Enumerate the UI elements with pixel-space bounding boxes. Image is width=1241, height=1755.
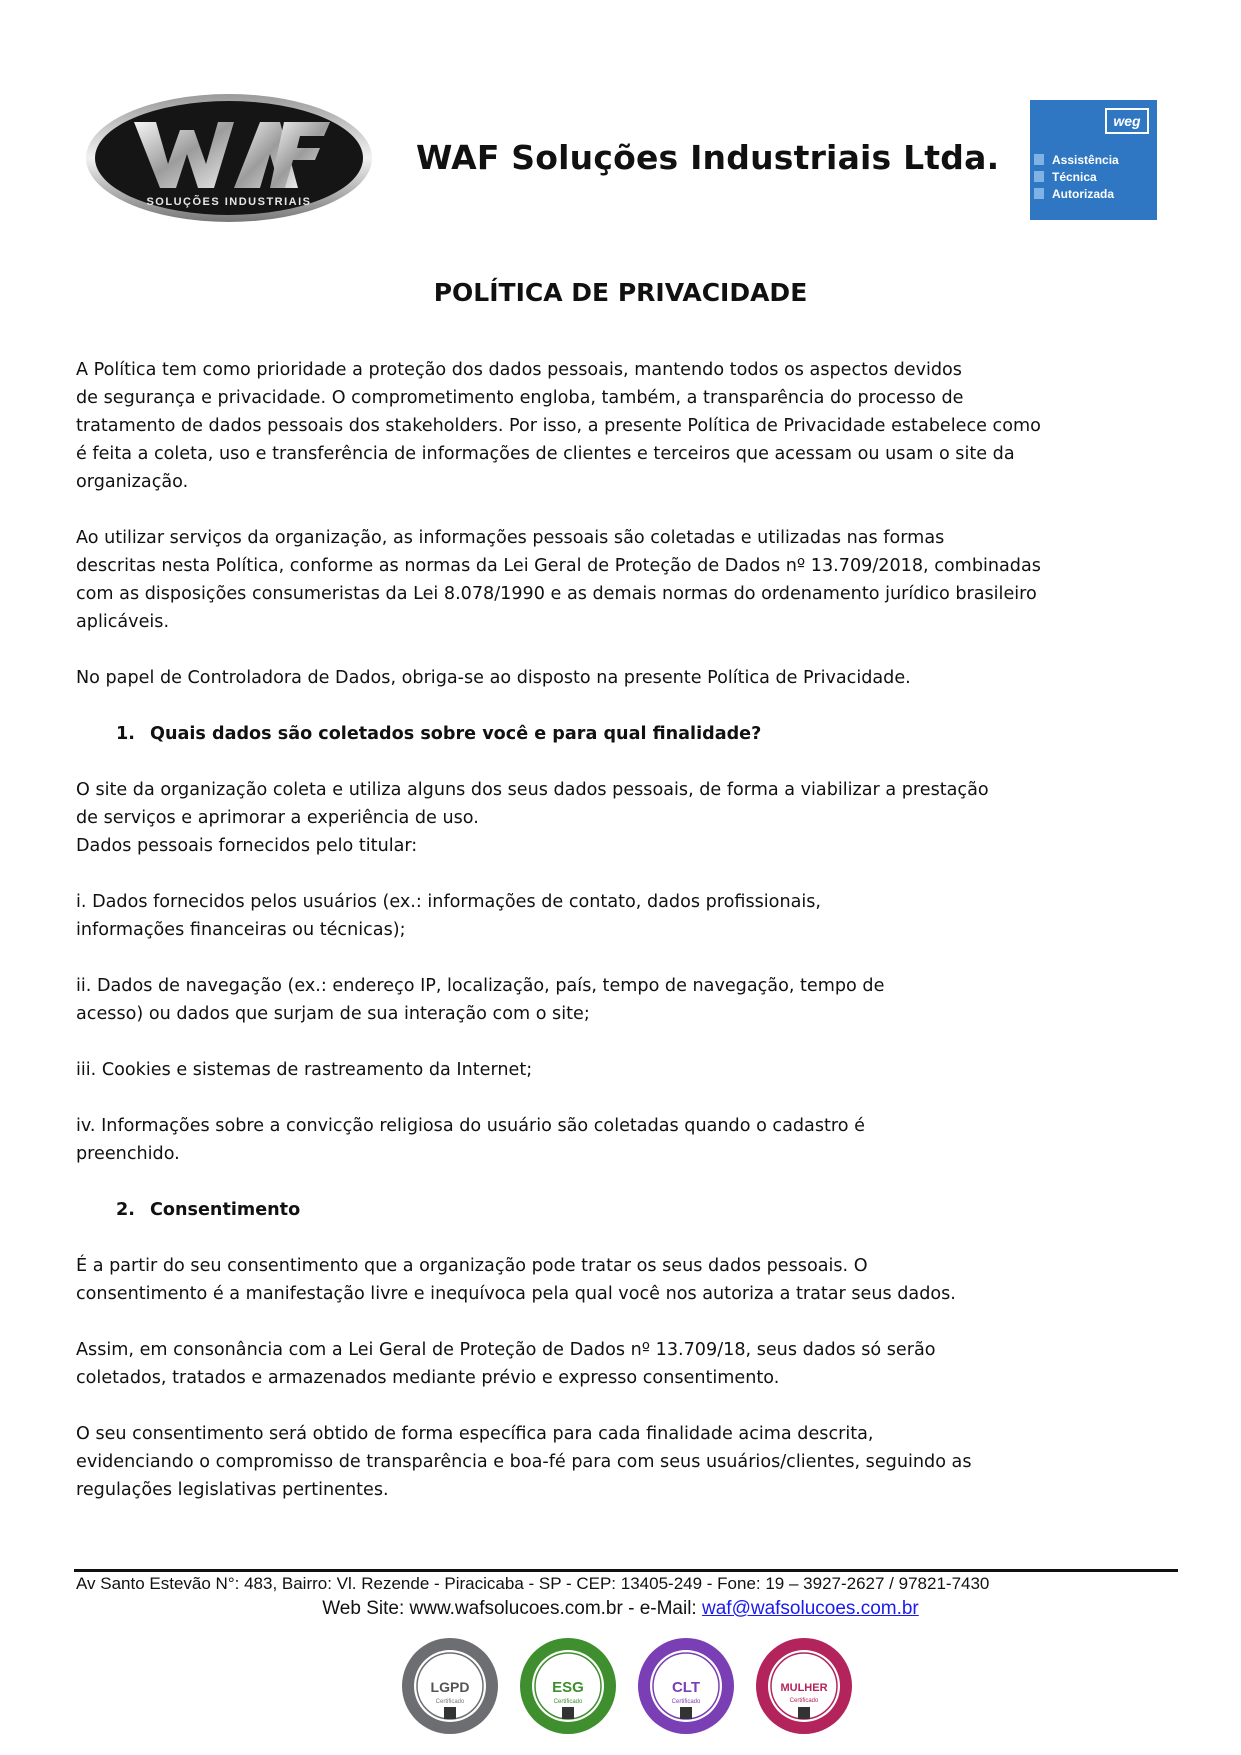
footer-web [0,1598,1241,1620]
email-link[interactable]: waf@wafsolucoes.com.br [702,1598,919,1619]
document-title: POLÍTICA DE PRIVACIDADE [433,278,808,307]
text-line: consentimento é a manifestação livre e inequívoca pela qual você nos autoriza a tratar seus dados. [76,1284,956,1304]
text-line: preenchido. [76,1144,180,1164]
text-line: descritas nesta Política, conforme as normas da Lei Geral de Proteção de Dados nº 13.709/2018, combinadas [76,556,1041,576]
text-line: regulações legislativas pertinentes. [76,1480,389,1500]
text-line: No papel de Controladora de Dados, obriga-se ao disposto na presente Política de Privacidade. [76,668,911,688]
text-line: informações financeiras ou técnicas); [76,920,406,940]
section-1-heading [76,720,1116,748]
text-line: Ao utilizar serviços da organização, as informações pessoais são coletadas e utilizadas nas formas [76,528,945,548]
text-line: tratamento de dados pessoais dos stakeholders. Por isso, a presente Política de Privacidade estabelece como [76,416,1041,436]
section-title: Consentimento [150,1200,301,1220]
esg-seal-icon [518,1636,618,1736]
text-line: O seu consentimento será obtido de forma específica para cada finalidade acima descrita, [76,1424,874,1444]
seal-sub: Certificado [671,1699,701,1705]
law-paragraph [76,524,1116,636]
section-1-paragraph [76,776,1116,860]
weg-line-3: Autorizada [1052,187,1115,201]
weg-line-2: Técnica [1052,170,1097,184]
section-title: Quais dados são coletados sobre você e para qual finalidade? [150,724,762,744]
list-item-i [76,888,1116,944]
website-text: Web Site: www.wafsolucoes.com.br - e-Mail: [322,1598,702,1619]
controller-paragraph [76,664,1116,692]
lgpd-seal-icon [400,1636,500,1736]
text-line: i. Dados fornecidos pelos usuários (ex.: informações de contato, dados profissionais, [76,892,822,912]
weg-stripes [1034,154,1044,205]
section-number: 2. [116,1200,135,1220]
weg-authorized-badge [1030,100,1157,220]
intro-paragraph [76,356,1116,496]
text-line: acesso) ou dados que surjam de sua interação com o site; [76,1004,590,1024]
seal-sub: Certificado [553,1699,583,1705]
text-line: é feita a coleta, uso e transferência de informações de clientes e terceiros que acessam ou usam o site da [76,444,1015,464]
text-line: evidenciando o compromisso de transparência e boa-fé para com seus usuários/clientes, seguindo as [76,1452,972,1472]
certification-seals [400,1636,860,1740]
text-line: de segurança e privacidade. O comprometimento engloba, também, a transparência do processo de [76,388,964,408]
consent-paragraph-1 [76,1252,1116,1308]
text-line: organização. [76,472,189,492]
document-body [76,356,1116,1532]
list-item-iv [76,1112,1116,1168]
logo-caption: SOLUÇÕES INDUSTRIAIS [146,196,312,208]
weg-line-1: Assistência [1052,153,1119,167]
clt-seal-icon [636,1636,736,1736]
list-item-ii [76,972,1116,1028]
text-line: O site da organização coleta e utiliza alguns dos seus dados pessoais, de forma a viabilizar a prestação [76,780,989,800]
seal-label: ESG [552,1679,584,1696]
mulher-seal-icon [754,1636,854,1736]
section-2-heading [76,1196,1116,1224]
footer-address: Av Santo Estevão N°: 483, Bairro: Vl. Rezende - Piracicaba - SP - CEP: 13405-249 - Fone: 19 – 3927-2627 / 97821-7430 [76,1574,990,1593]
text-line: aplicáveis. [76,612,170,632]
text-line: Assim, em consonância com a Lei Geral de Proteção de Dados nº 13.709/18, seus dados só serão [76,1340,936,1360]
waf-logo [84,92,374,224]
text-line: com as disposições consumeristas da Lei 8.078/1990 e as demais normas do ordenamento jurídico brasileiro [76,584,1037,604]
footer-divider [74,1569,1178,1572]
consent-paragraph-3 [76,1420,1116,1504]
company-name: WAF Soluções Industriais Ltda. [416,138,1000,177]
text-line: Dados pessoais fornecidos pelo titular: [76,836,418,856]
seal-label: CLT [671,1679,701,1696]
text-line: A Política tem como prioridade a proteção dos dados pessoais, mantendo todos os aspectos devidos [76,360,962,380]
text-line: de serviços e aprimorar a experiência de uso. [76,808,479,828]
list-item-iii [76,1056,1116,1084]
seal-label: MULHER [780,1682,828,1694]
text-line: coletados, tratados e armazenados mediante prévio e expresso consentimento. [76,1368,780,1388]
consent-paragraph-2 [76,1336,1116,1392]
seal-label: LGPD [430,1679,470,1695]
seal-sub: Certificado [435,1699,465,1705]
text-line: iii. Cookies e sistemas de rastreamento da Internet; [76,1060,533,1080]
weg-logo: weg [1105,108,1149,134]
section-number: 1. [116,724,135,744]
seal-sub: Certificado [789,1698,819,1704]
text-line: iv. Informações sobre a convicção religiosa do usuário são coletadas quando o cadastro é [76,1116,865,1136]
text-line: É a partir do seu consentimento que a organização pode tratar os seus dados pessoais. O [76,1256,868,1276]
text-line: ii. Dados de navegação (ex.: endereço IP, localização, país, tempo de navegação, tempo de [76,976,885,996]
